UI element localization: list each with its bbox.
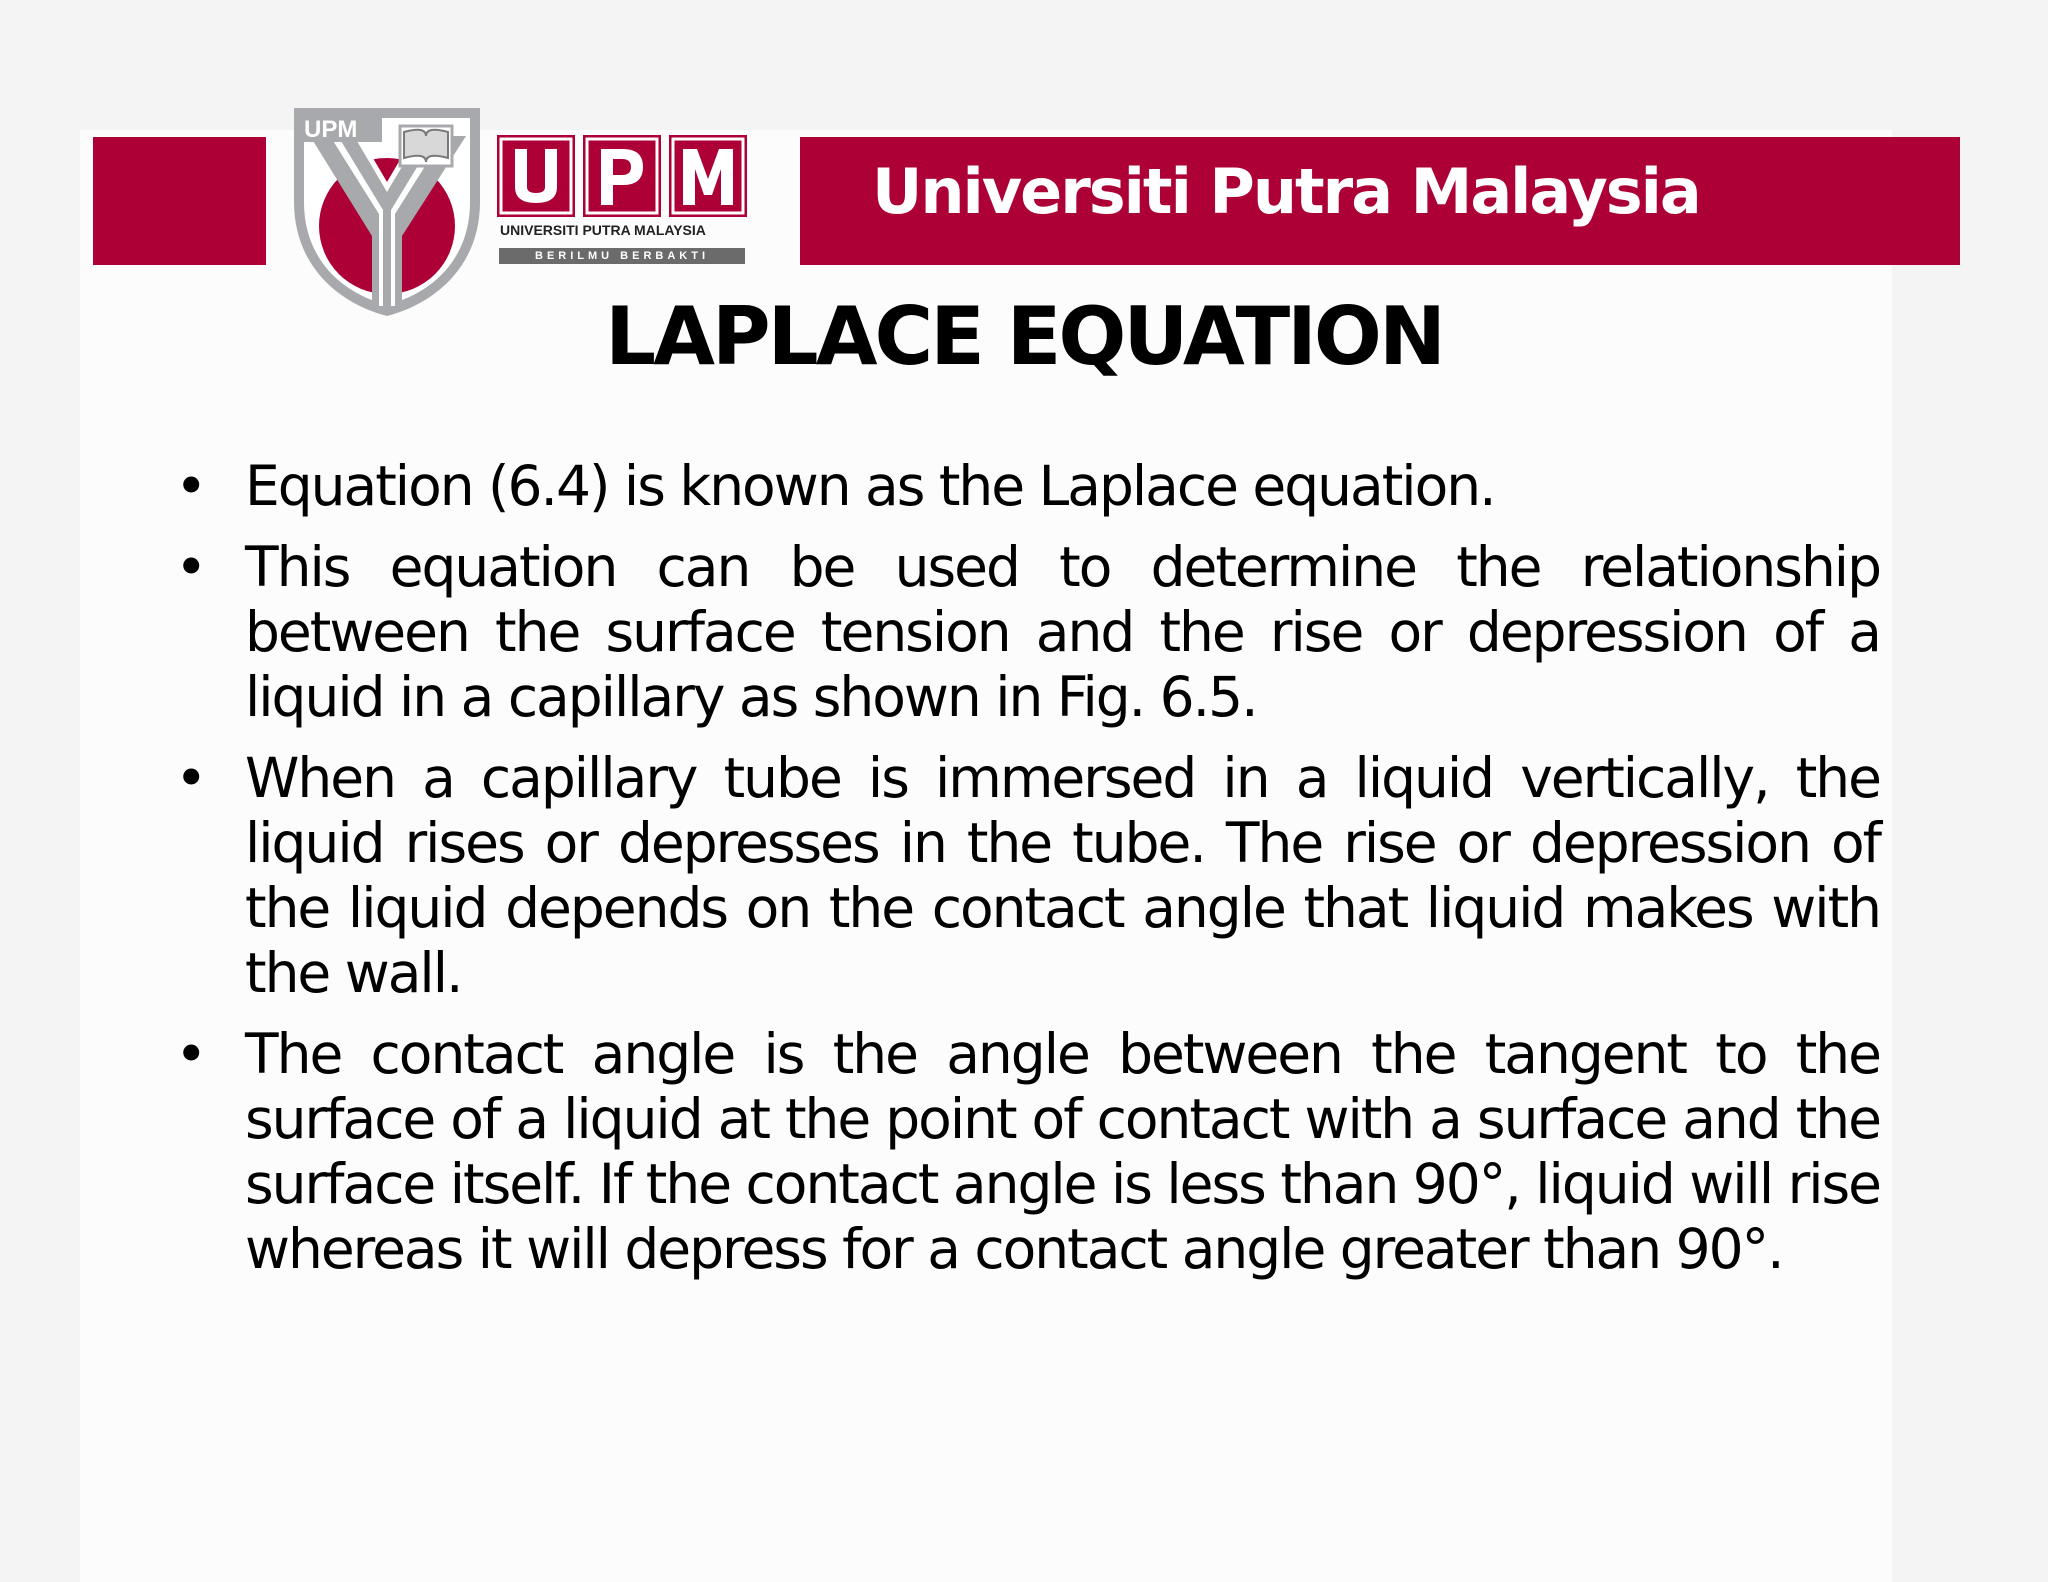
bullet-text: This equation can be used to determine the relationship between the surface tension and the rise or depression of a liquid in a capillary as shown in Fig. 6.5.: [245, 535, 1880, 729]
bullet-item: [175, 454, 1880, 519]
logo-motto: BERILMU BERBAKTI: [499, 248, 745, 264]
bullet-marker: •: [175, 1022, 206, 1086]
bullet-item: [175, 1022, 1880, 1282]
bullet-list: [175, 454, 1880, 1298]
bullet-text: Equation (6.4) is known as the Laplace equation.: [245, 454, 1495, 518]
bullet-item: [175, 535, 1880, 730]
bullet-marker: •: [175, 746, 206, 810]
banner-title: Universiti Putra Malaysia: [872, 155, 1700, 228]
bullet-text: When a capillary tube is immersed in a liquid vertically, the liquid rises or depresses in the tube. The rise or depression of the liquid depends on the contact angle that liquid makes with the wall.: [245, 746, 1880, 1005]
upm-wordmark-logo: [497, 135, 747, 217]
banner-left-bar: [93, 137, 266, 265]
logo-subtitle: UNIVERSITI PUTRA MALAYSIA: [500, 222, 706, 238]
university-crest-logo: [290, 106, 484, 318]
bullet-item: [175, 746, 1880, 1006]
bullet-marker: •: [175, 454, 206, 518]
bullet-marker: •: [175, 535, 206, 599]
bullet-text: The contact angle is the angle between the tangent to the surface of a liquid at the point of contact with a surface and the surface itself. If the contact angle is less than 90°, liquid will rise whereas it will depress for a contact angle greater than 90°.: [245, 1022, 1880, 1281]
slide-title: LAPLACE EQUATION: [605, 290, 1443, 383]
crest-badge-text: UPM: [304, 116, 358, 143]
